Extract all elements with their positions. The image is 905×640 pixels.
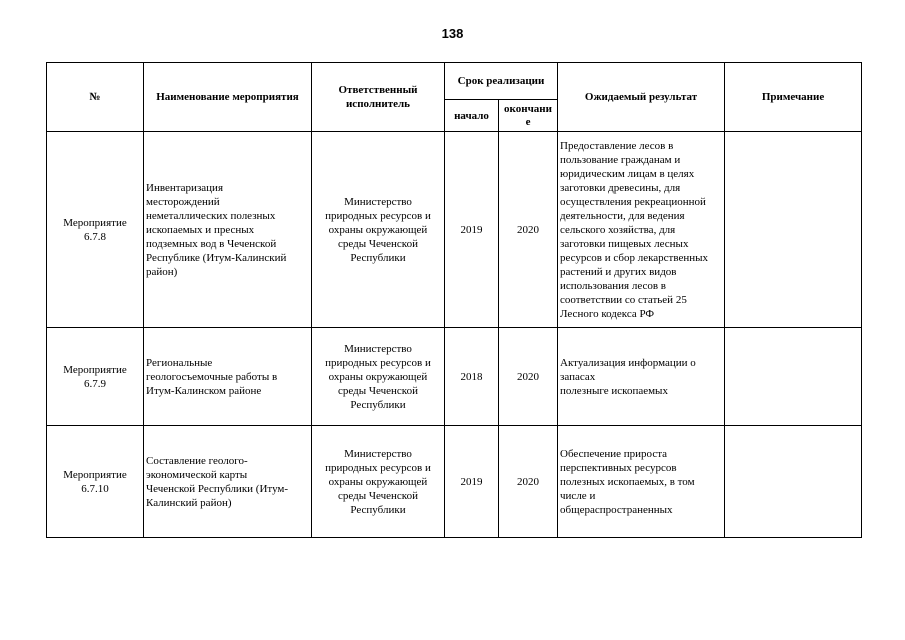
header-end: окончани е: [499, 100, 558, 132]
measure-result: Обеспечение прироста перспективных ресурсов полезных ископаемых, в том числе и общераспространенных: [558, 426, 725, 538]
table-row: [47, 132, 862, 328]
header-result: Ожидаемый результат: [558, 63, 725, 132]
measure-note: [725, 426, 862, 538]
measure-start: 2019: [445, 426, 499, 538]
measure-note: [725, 132, 862, 328]
measure-executor: Министерство природных ресурсов и охраны окружающей среды Чеченской Республики: [312, 328, 445, 426]
measure-executor: Министерство природных ресурсов и охраны окружающей среды Чеченской Республики: [312, 426, 445, 538]
header-term: Срок реализации: [445, 63, 558, 100]
measure-start: 2018: [445, 328, 499, 426]
measure-result: Предоставление лесов в пользование гражданам и юридическим лицам в целях заготовки древесины, для осуществления рекреационной деятельности, для ведения сельского хозяйства, для заготовки пищевых лесных ресурсов и сбор лекарственных растений и других видов использования лесов в соответствии со статьей 25 Лесного кодекса РФ: [558, 132, 725, 328]
table-row: [47, 426, 862, 538]
measure-end: 2020: [499, 426, 558, 538]
measure-result: Актуализация информации о запасах полезныге ископаемых: [558, 328, 725, 426]
header-executor: Ответственный исполнитель: [312, 63, 445, 132]
measure-name: Инвентаризация месторождений неметаллических полезных ископаемых и пресных подземных вод в Чеченской Республике (Итум-Калинский район): [144, 132, 312, 328]
measure-executor: Министерство природных ресурсов и охраны окружающей среды Чеченской Республики: [312, 132, 445, 328]
measure-start: 2019: [445, 132, 499, 328]
measure-note: [725, 328, 862, 426]
measure-end: 2020: [499, 132, 558, 328]
table-row: [47, 328, 862, 426]
measure-name: Составление геолого- экономической карты Чеченской Республики (Итум- Калинский район): [144, 426, 312, 538]
measure-number: Мероприятие 6.7.10: [47, 426, 144, 538]
measure-name: Региональные геологосъемочные работы в Итум-Калинском районе: [144, 328, 312, 426]
header-note: Примечание: [725, 63, 862, 132]
measures-table: [46, 62, 862, 538]
measure-number: Мероприятие 6.7.9: [47, 328, 144, 426]
measure-number: Мероприятие 6.7.8: [47, 132, 144, 328]
measure-end: 2020: [499, 328, 558, 426]
header-row: [47, 63, 862, 100]
header-num: №: [47, 63, 144, 132]
header-name: Наименование мероприятия: [144, 63, 312, 132]
page-number: 138: [441, 26, 464, 41]
header-start: начало: [445, 100, 499, 132]
